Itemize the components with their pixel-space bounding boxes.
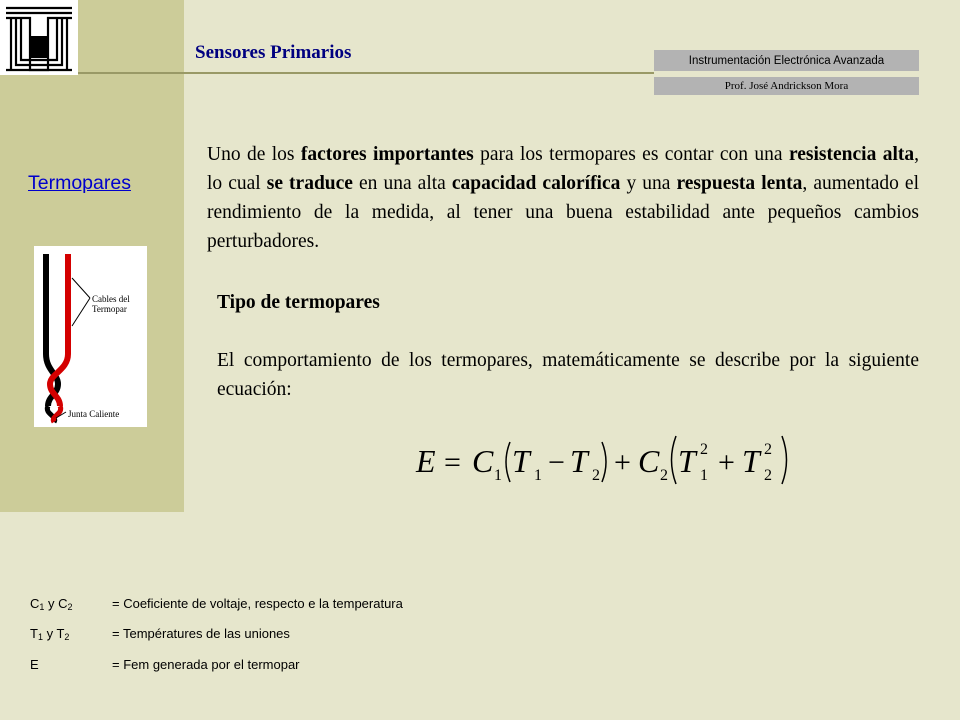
intro-paragraph [207, 140, 919, 256]
legend-symbol-a-sub: 1 [37, 632, 43, 642]
eq-equals: = [444, 446, 461, 479]
legend-symbol-b-sub: 2 [64, 632, 70, 642]
eq-C1-sub: 1 [494, 467, 502, 484]
legend-symbol-b-sub: 2 [67, 602, 73, 612]
legend-symbol-a: T [30, 626, 38, 641]
eq-T1b-sup: 2 [700, 441, 708, 458]
figure-label-cables-line2: Termopar [92, 304, 127, 314]
legend-symbol-a-sub: 1 [39, 602, 45, 612]
thermocouple-wires-icon [34, 246, 147, 427]
institution-logo [0, 0, 78, 75]
figure-label-junction: Junta Caliente [68, 409, 120, 419]
thermocouple-equation [410, 430, 810, 488]
intro-text: , lo cual [207, 144, 920, 194]
eq-T1b: T [678, 443, 696, 479]
description-paragraph: El comportamiento de los termopares, matemáticamente se describe por la siguiente ecuación: [217, 350, 919, 400]
professor-name: Prof. José Andrickson Mora [654, 77, 919, 95]
eq-T2: T [570, 443, 588, 479]
intro-text: y una [620, 173, 677, 194]
intro-text: Uno de los [207, 144, 301, 165]
section-title: Sensores Primarios [195, 42, 352, 63]
header-divider [78, 72, 654, 74]
intro-text: en una alta [352, 173, 452, 194]
legend-definition: = Coeficiente de voltaje, respecto e la temperatura [112, 596, 403, 611]
eq-minus: − [548, 446, 565, 479]
legend-symbol [30, 657, 39, 672]
legend-symbol-a: E [30, 657, 39, 672]
eq-T2b: T [742, 443, 760, 479]
legend-definition: = Températures de las uniones [112, 626, 290, 641]
legend-symbol-b: C [58, 596, 68, 611]
intro-emphasis: se traduce [266, 173, 353, 194]
intro-text: , aumentado el rendimiento de la medida, al tener una buena estabilidad ante pequeños cambios perturbadores. [207, 173, 919, 252]
legend-symbol [30, 626, 69, 642]
subheading: Tipo de termopares [217, 292, 380, 313]
eq-paren-open-2 [672, 436, 677, 484]
thermocouple-figure [34, 246, 147, 427]
eq-paren-close-1 [602, 442, 606, 482]
legend-symbol-mid: y [42, 626, 57, 641]
sidebar-link-termopares[interactable]: Termopares [28, 172, 131, 194]
eq-plus-1: + [614, 446, 631, 479]
figure-label-cables-line1: Cables del [92, 294, 130, 304]
eq-T1: T [512, 443, 530, 479]
eq-T2-sub: 2 [592, 467, 600, 484]
eq-T1-sub: 1 [534, 467, 542, 484]
intro-emphasis: resistencia alta [788, 144, 915, 165]
legend-definition: = Fem generada por el termopar [112, 657, 300, 672]
legend-symbol-b: T [56, 626, 65, 641]
legend-symbol-mid: y [44, 596, 59, 611]
intro-emphasis: respuesta lenta [676, 173, 803, 194]
eq-plus-2: + [718, 446, 735, 479]
legend-symbol-a: C [30, 596, 40, 611]
eq-C2-sub: 2 [660, 467, 668, 484]
eq-paren-close-2 [782, 436, 787, 484]
eq-C2: C [638, 443, 660, 479]
eq-C1: C [472, 443, 494, 479]
course-title: Instrumentación Electrónica Avanzada [654, 50, 919, 71]
eq-paren-open-1 [506, 442, 510, 482]
intro-emphasis: factores importantes [300, 144, 474, 165]
intro-text: para los termopares es contar con una [473, 144, 789, 165]
eq-T1b-sub: 1 [700, 467, 708, 484]
eq-T2b-sup: 2 [764, 441, 772, 458]
legend-symbol [30, 596, 73, 612]
logo-icon [0, 0, 78, 75]
intro-emphasis: capacidad calorífica [451, 173, 621, 194]
eq-E: E [416, 443, 436, 479]
eq-T2b-sub: 2 [764, 467, 772, 484]
